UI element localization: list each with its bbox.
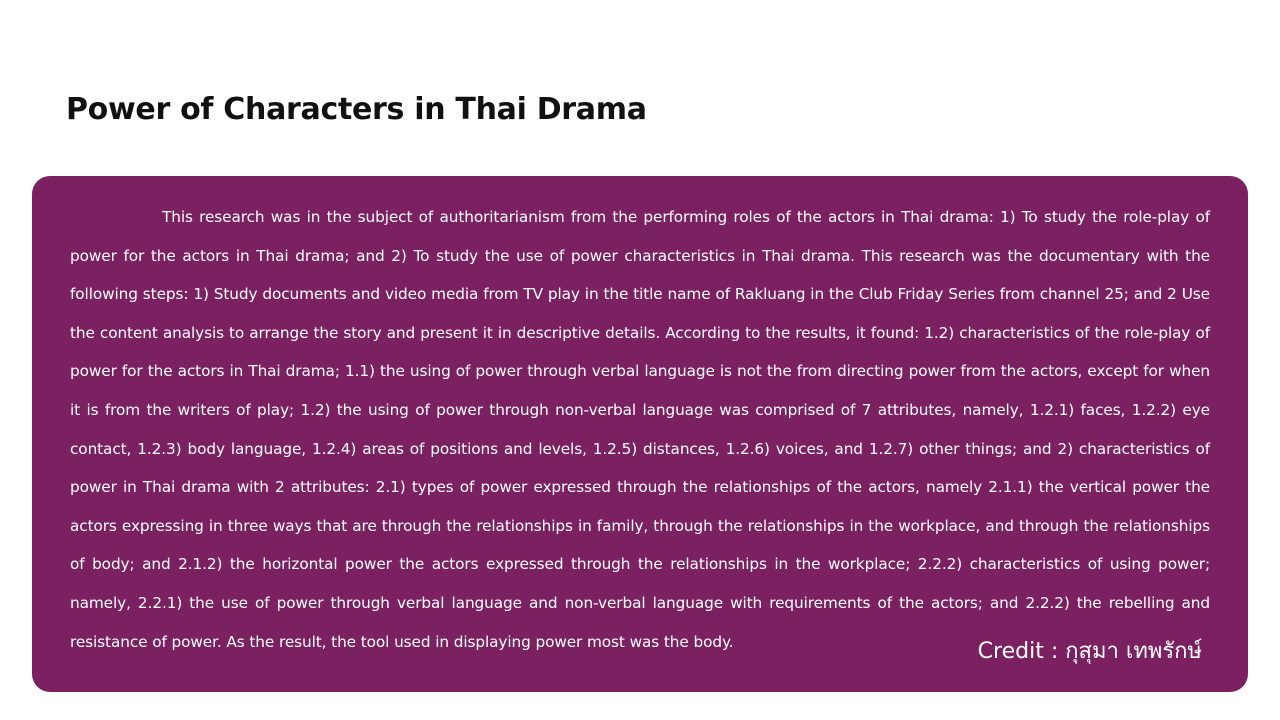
page-title: Power of Characters in Thai Drama: [66, 92, 647, 128]
abstract-body-text: This research was in the subject of authoritarianism from the performing roles of the actors in Thai drama: 1) To study the role-play of power for the actors in Thai drama; and 2) To study the use of power characteristics in Thai drama. This research was the documentary with the following steps: 1) Study documents and video media from TV play in the title name of Rakluang in the Club Friday Series from channel 25; and 2 Use the content analysis to arrange the story and present it in descriptive details. According to the results, it found: 1.2) characteristics of the role-play of power for the actors in Thai drama; 1.1) the using of power through verbal language is not the from directing power from the actors, except for when it is from the writers of play; 1.2) the using of power through non-verbal language was comprised of 7 attributes, namely, 1.2.1) faces, 1.2.2) eye contact, 1.2.3) body language, 1.2.4) areas of positions and levels, 1.2.5) distances, 1.2.6) voices, and 1.2.7) other things; and 2) characteristics of power in Thai drama with 2 attributes: 2.1) types of power expressed through the relationships of the actors, namely 2.1.1) the vertical power the actors expressing in three ways that are through the relationships in family, through the relationships in the workplace, and through the relationships of body; and 2.1.2) the horizontal power the actors expressed through the relationships in the workplace; 2.2.2) characteristics of using power; namely, 2.2.1) the use of power through verbal language and non-verbal language with requirements of the actors; and 2.2.2) the rebelling and resistance of power. As the result, the tool used in displaying power most was the body.: [70, 208, 1210, 651]
credit-label: Credit : กุสุมา เทพรักษ์: [977, 639, 1202, 664]
abstract-card: [32, 176, 1248, 692]
